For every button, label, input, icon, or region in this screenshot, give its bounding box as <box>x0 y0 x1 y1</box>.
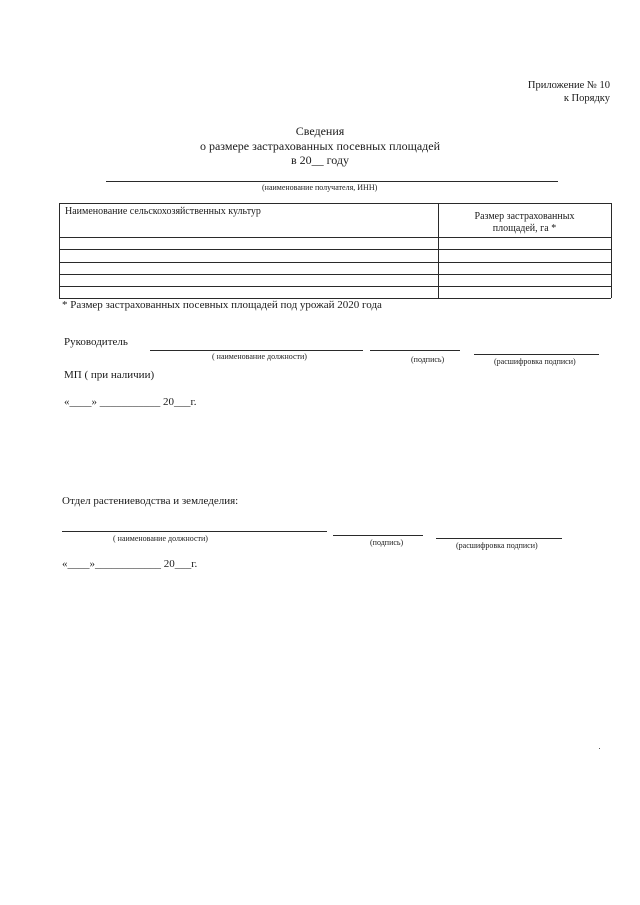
department-label: Отдел растениеводства и земледелия: <box>62 495 239 507</box>
table-row <box>59 237 611 238</box>
table-header-area-line2: площадей, га * <box>492 223 557 234</box>
table-border-left <box>59 203 60 298</box>
department-signature-caption: (подпись) <box>370 538 404 547</box>
document-title: Сведения <box>295 124 345 138</box>
document-year: в 20__ году <box>290 153 350 167</box>
head-signature-caption: (подпись) <box>411 355 445 364</box>
stamp-note: МП ( при наличии) <box>64 369 155 381</box>
table-row <box>59 274 611 275</box>
table-footnote: * Размер застрахованных посевных площадей под урожай 2020 года <box>62 299 382 311</box>
head-position-caption: ( наименование должности) <box>212 352 307 361</box>
head-decoding-line[interactable] <box>474 354 599 355</box>
department-position-caption: ( наименование должности) <box>113 534 208 543</box>
table-border-top <box>59 203 611 204</box>
table-row <box>59 286 611 287</box>
head-position-line[interactable] <box>150 350 363 351</box>
table-row <box>59 262 611 263</box>
head-decoding-caption: (расшифровка подписи) <box>494 357 576 366</box>
crops-table <box>59 203 611 298</box>
department-position-line[interactable] <box>62 531 327 532</box>
appendix-order: к Порядку <box>563 93 610 104</box>
department-decoding-caption: (расшифровка подписи) <box>456 541 538 550</box>
head-date-line[interactable]: «____» ___________ 20___г. <box>64 396 197 408</box>
appendix-number: Приложение № 10 <box>527 80 610 91</box>
scan-dot <box>599 748 600 749</box>
table-border-right <box>611 203 612 298</box>
department-signature-line[interactable] <box>333 535 423 536</box>
table-header-crops: Наименование сельскохозяйственных культур <box>65 206 261 217</box>
document-subtitle: о размере застрахованных посевных площадей <box>199 139 441 153</box>
recipient-line[interactable] <box>106 181 558 182</box>
head-signature-line[interactable] <box>370 350 460 351</box>
table-header-area-line1: Размер застрахованных <box>474 211 575 222</box>
department-date-line[interactable]: «____»____________ 20___г. <box>62 558 198 570</box>
recipient-caption: (наименование получателя, ИНН) <box>262 183 378 192</box>
table-row <box>59 249 611 250</box>
head-label: Руководитель <box>64 336 128 348</box>
department-decoding-line[interactable] <box>436 538 562 539</box>
